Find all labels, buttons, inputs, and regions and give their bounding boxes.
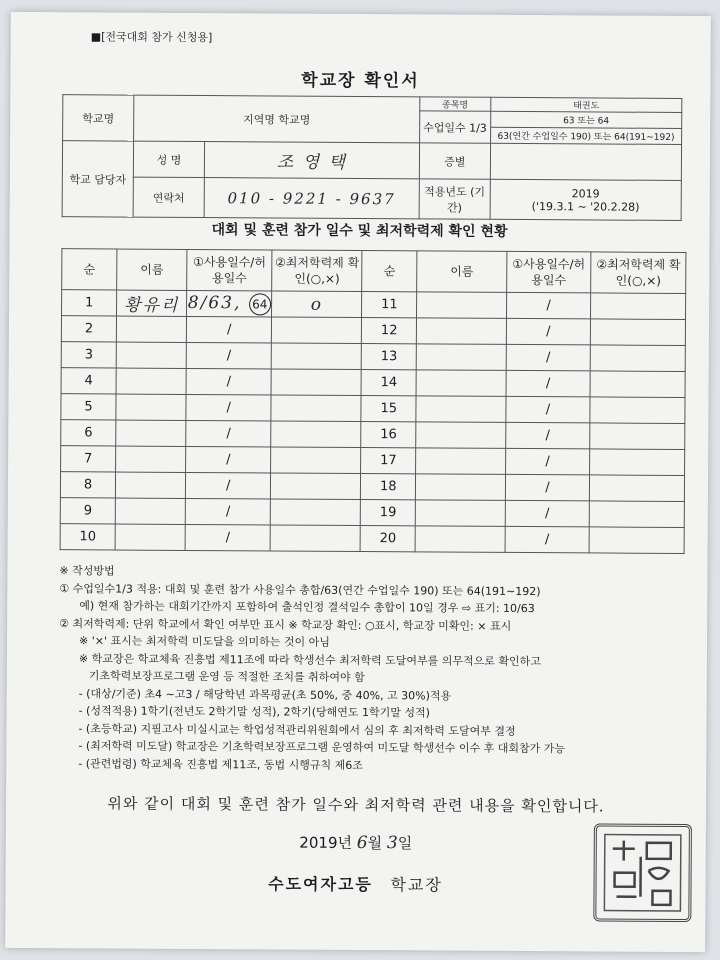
row-days-right: / bbox=[505, 500, 590, 527]
table-row bbox=[60, 472, 684, 502]
row-name-right bbox=[417, 318, 506, 345]
row-no: 2 bbox=[61, 316, 116, 342]
note-4: ※ 학교장은 학교체육 진흥법 제11조에 따라 학생선수 최저학력 도달여부를 의무적으로 확인하고 bbox=[78, 651, 541, 668]
days-value-2: 63(연간 수업일수 190) 또는 64(191~192) bbox=[490, 127, 681, 144]
row-check-right bbox=[589, 501, 684, 528]
row-check-right bbox=[590, 345, 685, 372]
row-no-right: 18 bbox=[361, 474, 416, 500]
row-days: / bbox=[185, 472, 270, 499]
confirm-statement: 위와 같이 대회 및 훈련 참가 일수와 최저학력 관련 내용을 확인합니다. bbox=[107, 794, 605, 816]
row-no: 5 bbox=[61, 394, 116, 420]
document-title: 학교장 확인서 bbox=[301, 70, 420, 92]
col-name: 이름 bbox=[117, 249, 187, 290]
row-check bbox=[271, 369, 361, 396]
row-days: / bbox=[186, 342, 271, 369]
table-row bbox=[61, 394, 685, 424]
note-8: - (최저학력 미도달) 학교장은 기초학력보장프로그램 운영하여 미도달 학생선수 이수 후 대회참가 가능 bbox=[78, 739, 566, 756]
table-row bbox=[61, 316, 685, 346]
row-days-right: / bbox=[505, 526, 590, 553]
row-days-right: / bbox=[506, 344, 591, 371]
row-name bbox=[116, 342, 186, 368]
row-name-right bbox=[417, 344, 506, 371]
note-3: ※ '×' 표시는 최저학력 미도달을 의미하는 것이 아님 bbox=[78, 634, 330, 649]
table-row bbox=[61, 368, 685, 398]
row-name-right bbox=[416, 500, 505, 527]
note-4b: 기초학력보장프로그램 운영 등 적절한 조치를 취하여야 함 bbox=[88, 669, 365, 685]
row-days: / bbox=[186, 394, 271, 421]
col-days: ①사용일수/허용일수 bbox=[187, 249, 273, 291]
row-name-right bbox=[415, 526, 504, 553]
row-no: 7 bbox=[61, 446, 116, 472]
row-name-right bbox=[416, 370, 505, 397]
days-allowed-circled: 64 bbox=[249, 293, 271, 315]
row-name bbox=[116, 368, 186, 394]
row-check bbox=[271, 421, 361, 448]
instructions bbox=[58, 562, 699, 776]
note-2: ② 최저학력제: 단위 학교에서 확인 여부만 표시 ※ 학교장 확인: ○표시, 학교장 미확인: × 표시 bbox=[59, 616, 512, 633]
table-row bbox=[60, 524, 684, 554]
row-name bbox=[116, 394, 186, 420]
school-name: 수도여자고등 bbox=[268, 874, 373, 895]
days-label: 수업일수 1/3 bbox=[419, 111, 490, 143]
row-days: / bbox=[186, 316, 271, 343]
school-label: 학교명 bbox=[63, 95, 134, 141]
name-value: 조 영 택 bbox=[204, 142, 419, 179]
year-label: 적용년도 (기간) bbox=[419, 179, 490, 219]
row-days: / bbox=[185, 498, 270, 525]
row-no: 10 bbox=[60, 524, 115, 550]
row-days: / bbox=[186, 368, 271, 395]
row-check bbox=[270, 525, 360, 552]
row-name-right bbox=[416, 448, 505, 475]
row-check: o bbox=[272, 291, 362, 318]
col-no-2: 순 bbox=[362, 251, 417, 292]
row-check-right bbox=[590, 423, 685, 450]
row-no-right: 14 bbox=[361, 370, 416, 396]
row-no-right: 17 bbox=[361, 448, 416, 474]
note-9: - (관련법령) 학교체육 진흥법 제11조, 동법 시행규칙 제6조 bbox=[78, 756, 363, 772]
section-title: 대회 및 훈련 참가 일수 및 최저학력제 확인 현황 bbox=[211, 222, 508, 240]
table-row bbox=[62, 290, 686, 320]
row-name-right bbox=[416, 422, 505, 449]
form-tag: ■[전국대회 참가 신청용] bbox=[90, 30, 213, 45]
row-check-right bbox=[590, 397, 685, 424]
row-days-right: / bbox=[505, 422, 590, 449]
row-check bbox=[271, 499, 361, 526]
row-name bbox=[116, 472, 186, 498]
date-day: 3 bbox=[386, 833, 398, 854]
row-check-right bbox=[591, 293, 686, 320]
row-check bbox=[271, 473, 361, 500]
row-check-right bbox=[590, 449, 685, 476]
row-check-right bbox=[590, 371, 685, 398]
row-name bbox=[116, 446, 186, 472]
row-days-right: / bbox=[506, 370, 591, 397]
table-row bbox=[61, 420, 685, 450]
row-check-right bbox=[589, 527, 684, 554]
manager-label: 학교 담당자 bbox=[62, 141, 133, 217]
contact-value: 010 - 9221 - 9637 bbox=[204, 178, 419, 219]
notes-heading: ※ 작성방법 bbox=[59, 564, 115, 578]
note-1b: 예) 현재 참가하는 대회기간까지 포함하여 출석인정 결석일수 총합이 10일 경우 ⇨ 표기: 10/63 bbox=[79, 599, 535, 616]
year-value: 2019 bbox=[571, 186, 600, 200]
school-value: 지역명 학교명 bbox=[134, 95, 420, 143]
row-no-right: 11 bbox=[362, 292, 417, 318]
row-days: / bbox=[185, 524, 270, 551]
principal-label: 학교장 bbox=[390, 875, 443, 895]
row-days: / bbox=[186, 420, 271, 447]
row-no-right: 12 bbox=[362, 318, 417, 344]
row-no-right: 16 bbox=[361, 422, 416, 448]
sport-value: 태권도 bbox=[491, 97, 682, 112]
date-year: 2019년 bbox=[299, 833, 353, 852]
row-no-right: 15 bbox=[361, 396, 416, 422]
row-no: 3 bbox=[61, 342, 116, 368]
table-row bbox=[60, 498, 684, 528]
row-days bbox=[187, 290, 272, 317]
col-check: ②최저학력제 확인(○,×) bbox=[272, 250, 362, 292]
col-no: 순 bbox=[62, 249, 117, 290]
contact-label: 연락처 bbox=[133, 177, 204, 217]
row-no-right: 19 bbox=[360, 500, 415, 526]
row-no: 6 bbox=[61, 420, 116, 446]
row-days-right: / bbox=[506, 396, 591, 423]
row-days-right: / bbox=[506, 318, 591, 345]
col-check-2: ②최저학력제 확인(○,×) bbox=[591, 252, 686, 294]
date-day-unit: 일 bbox=[397, 834, 413, 853]
sport-label: 종목명 bbox=[420, 97, 491, 111]
row-no: 4 bbox=[61, 368, 116, 394]
days-value-1: 63 또는 64 bbox=[490, 111, 681, 128]
row-no-right: 20 bbox=[360, 526, 415, 552]
row-days: / bbox=[186, 446, 271, 473]
row-no: 1 bbox=[62, 290, 117, 316]
year-cell bbox=[490, 179, 681, 220]
date-month-unit: 월 bbox=[367, 834, 383, 853]
row-name-right bbox=[416, 474, 505, 501]
note-7: - (초등학교) 지필고사 미실시교는 학업성적관리위원회에서 심의 후 최저학력 도달여부 결정 bbox=[78, 721, 516, 738]
date-month: 6 bbox=[356, 832, 368, 854]
row-name: 황유리 bbox=[117, 290, 187, 316]
row-name bbox=[115, 498, 185, 524]
table-row bbox=[61, 446, 685, 476]
official-seal-stamp bbox=[593, 823, 692, 922]
row-name bbox=[116, 420, 186, 446]
row-no: 9 bbox=[60, 498, 115, 524]
col-name-2: 이름 bbox=[417, 251, 507, 293]
row-check bbox=[271, 395, 361, 422]
note-5: - (대상/기준) 초4 ~고3 / 해당학년 과목평균(초 50%, 중 40%, 고 30%)적용 bbox=[78, 686, 452, 703]
row-name-right bbox=[417, 292, 506, 319]
proof-label: 증별 bbox=[419, 143, 490, 179]
row-days-right: / bbox=[505, 448, 590, 475]
days-used: 8/63, bbox=[187, 292, 249, 313]
row-check-right bbox=[591, 319, 686, 346]
row-check bbox=[272, 317, 362, 344]
row-no-right: 13 bbox=[361, 344, 416, 370]
period-value: ('19.3.1 ~ '20.2.28) bbox=[531, 199, 640, 214]
note-6: - (성적적용) 1학기(전년도 2학기말 성적), 2학기(당해연도 1학기말 성적) bbox=[78, 704, 430, 720]
table-row bbox=[61, 342, 685, 372]
row-check-right bbox=[590, 475, 685, 502]
col-days-2: ①사용일수/허용일수 bbox=[506, 251, 591, 293]
row-days-right: / bbox=[505, 474, 590, 501]
seal-icon bbox=[596, 826, 689, 919]
row-name bbox=[117, 316, 187, 342]
row-check bbox=[272, 343, 362, 370]
row-days-right: / bbox=[506, 292, 591, 319]
document-page bbox=[5, 12, 711, 952]
row-check bbox=[271, 447, 361, 474]
participation-table bbox=[60, 248, 687, 554]
name-label: 성 명 bbox=[133, 141, 204, 177]
note-1: ① 수업일수1/3 적용: 대회 및 훈련 참가 사용일수 총합/63(연간 수업일수 190) 또는 64(191~192) bbox=[59, 581, 541, 598]
row-no: 8 bbox=[60, 472, 115, 498]
proof-value bbox=[490, 143, 681, 180]
row-name bbox=[115, 524, 185, 550]
info-table bbox=[62, 94, 683, 221]
row-name-right bbox=[416, 396, 505, 423]
